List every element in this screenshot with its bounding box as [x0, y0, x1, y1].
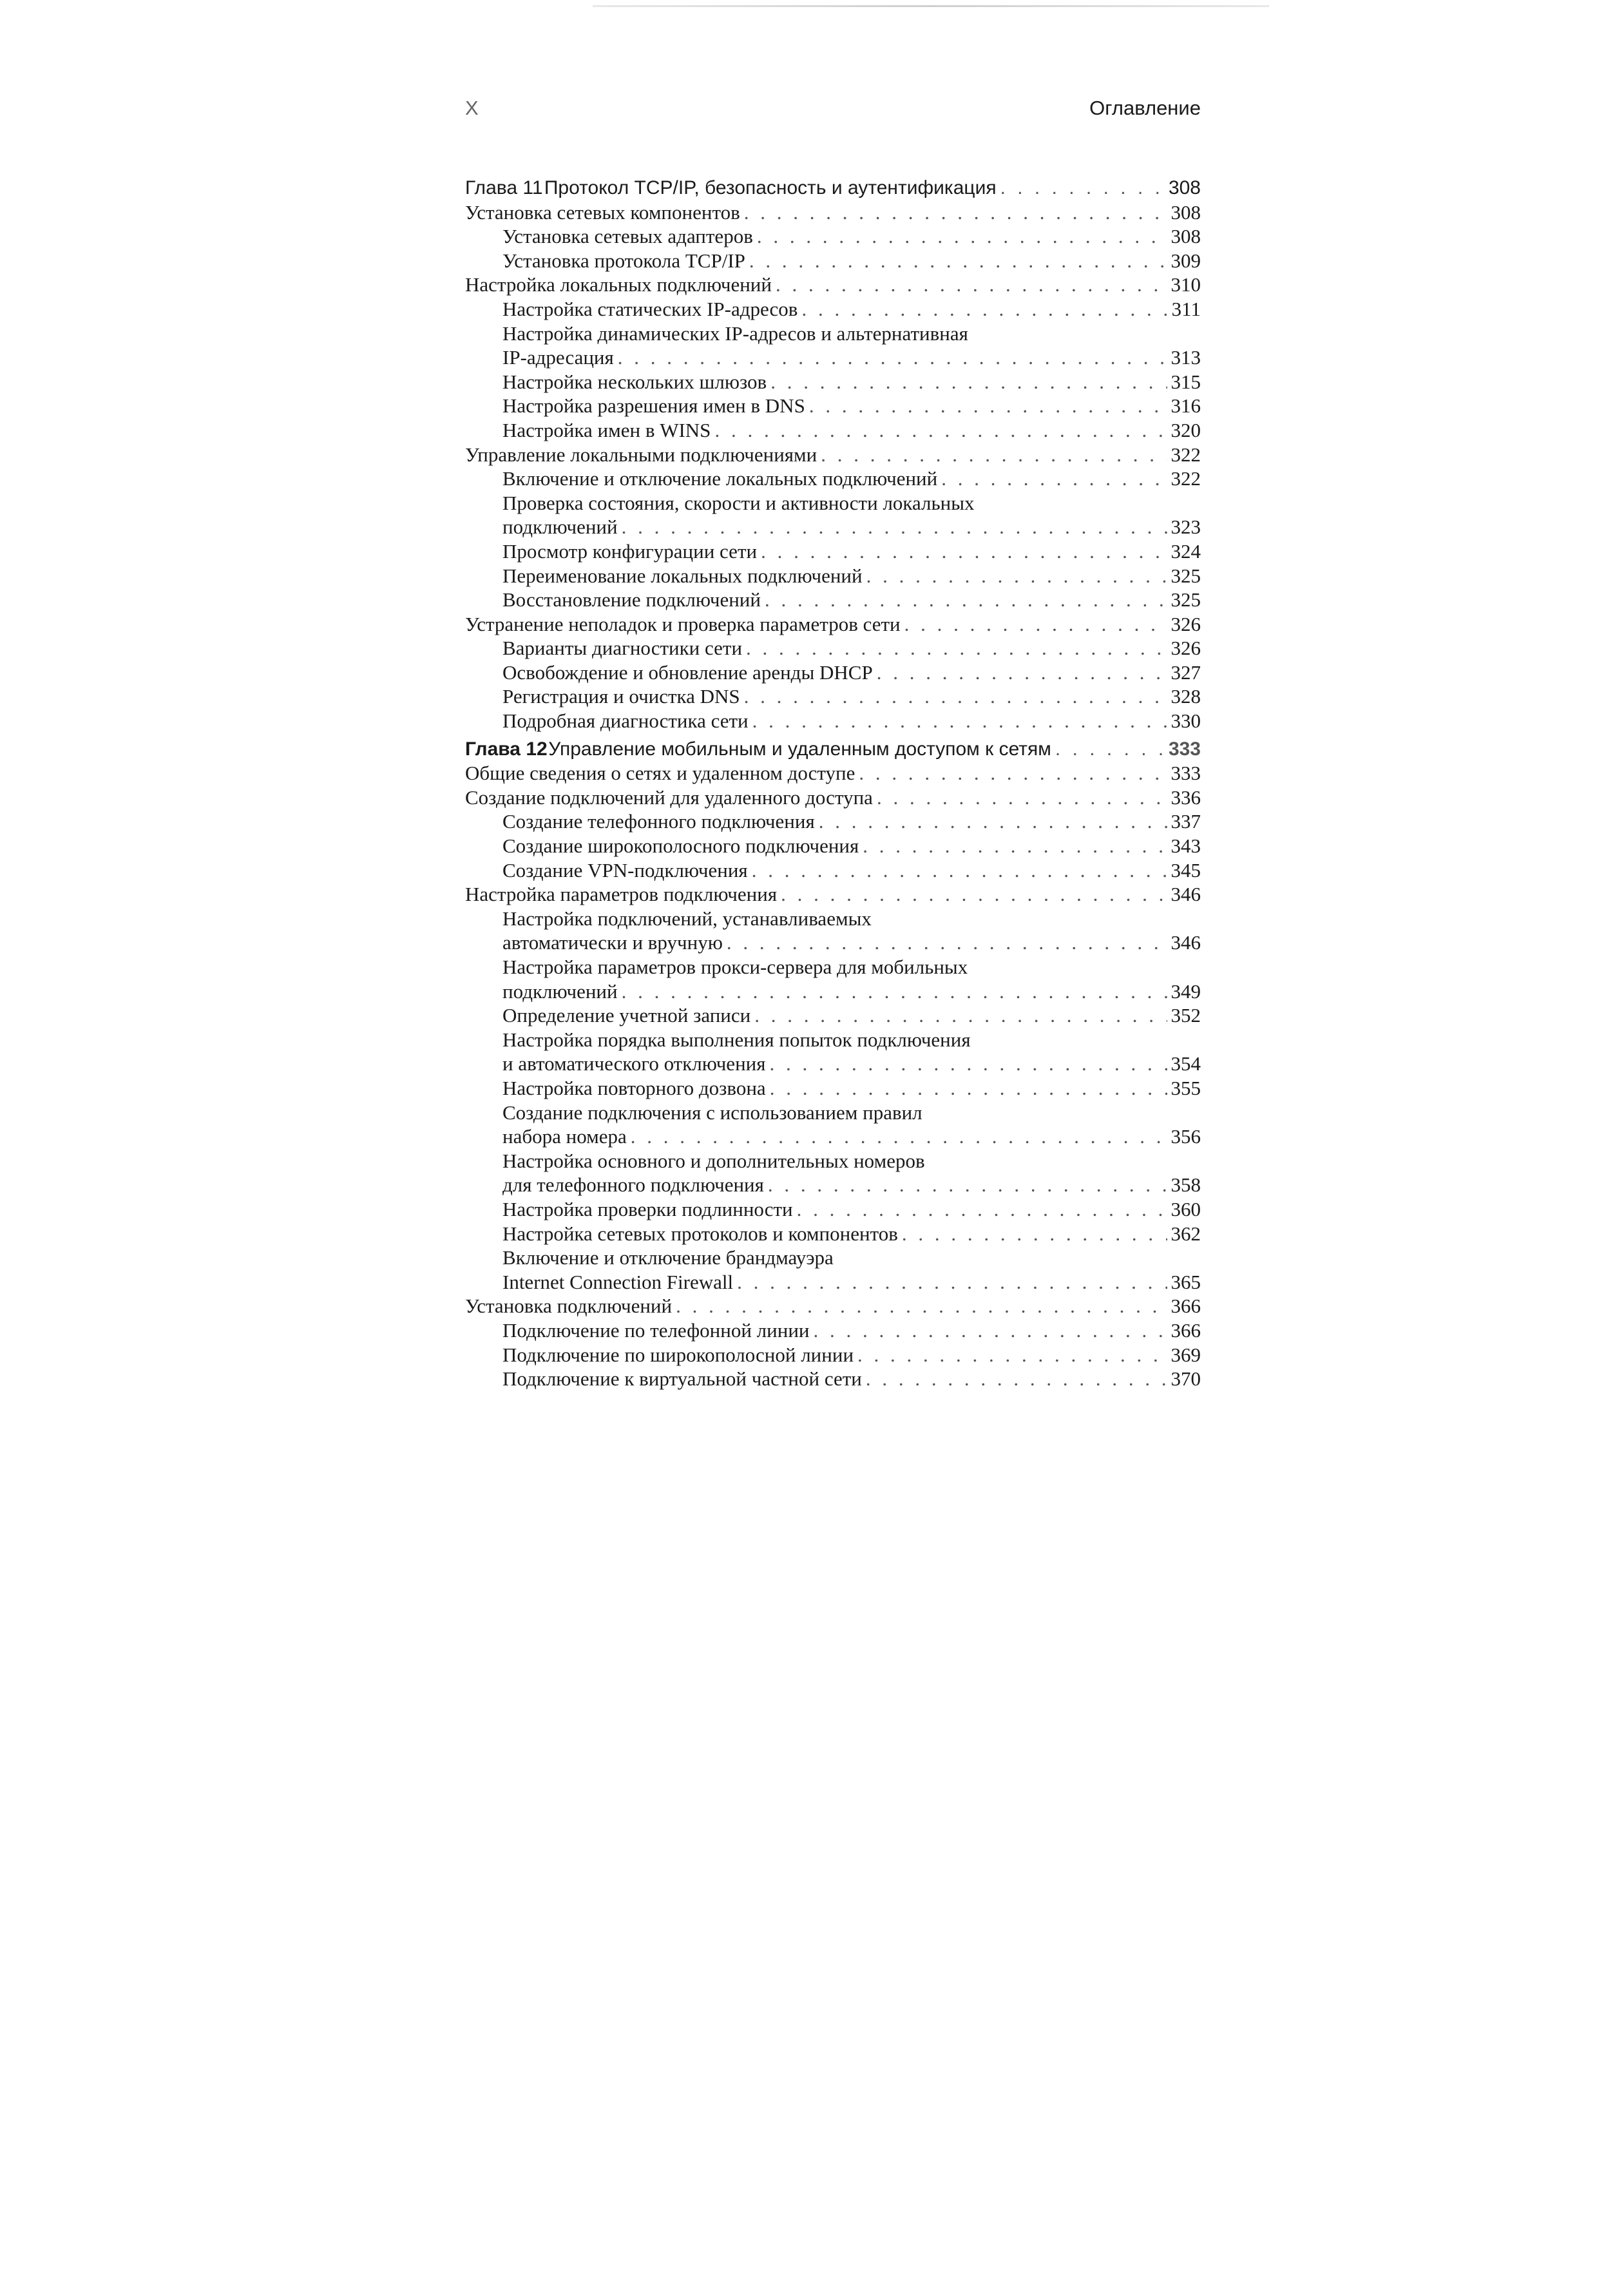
toc-entry-text: Настройка повторного дозвона	[502, 1076, 766, 1099]
toc-page-number: 355	[1170, 1076, 1201, 1099]
toc-page-number: 322	[1170, 467, 1201, 490]
toc-entry-text: IP-адресация	[502, 346, 614, 369]
dot-leader	[618, 345, 1167, 370]
toc-entry-text: Настройка проверки подлинности	[502, 1197, 793, 1220]
toc-subentry	[465, 809, 1201, 834]
table-of-contents	[465, 176, 1201, 1391]
toc-entry	[465, 200, 1201, 225]
toc-page-number: 346	[1170, 931, 1201, 954]
toc-page-number: 333	[1168, 738, 1201, 760]
toc-subentry	[465, 1076, 1201, 1101]
dot-leader	[752, 709, 1167, 733]
toc-entry-text: Установка сетевых адаптеров	[502, 225, 753, 248]
toc-page-number: 352	[1170, 1004, 1201, 1027]
dot-leader	[752, 858, 1167, 883]
toc-subentry	[465, 907, 1201, 931]
toc-entry-text: Создание подключения с использованием правил	[502, 1101, 922, 1124]
toc-subentry	[465, 1367, 1201, 1391]
toc-entry-text: автоматически и вручную	[502, 931, 723, 954]
toc-entry-text: Проверка состояния, скорости и активности локальных	[502, 491, 975, 514]
toc-page-number: 325	[1170, 588, 1201, 612]
toc-entry-text: Настройка параметров прокси-сервера для мобильных	[502, 956, 968, 978]
dot-leader	[622, 515, 1167, 539]
toc-subentry	[465, 515, 1201, 539]
toc-subentry	[465, 660, 1201, 685]
toc-subentry	[465, 858, 1201, 883]
toc-entry-text: Устранение неполадок и проверка параметров сети	[465, 612, 901, 635]
toc-entry	[465, 785, 1201, 810]
toc-entry-text: Установка протокола TCP/IP	[502, 249, 745, 272]
dot-leader	[902, 1222, 1167, 1246]
dot-leader	[776, 273, 1167, 297]
toc-subentry	[465, 955, 1201, 979]
toc-entry-text: Включение и отключение локальных подключений	[502, 467, 938, 490]
toc-entry-text: и автоматического отключения	[502, 1052, 766, 1075]
dot-leader	[1055, 737, 1165, 762]
dot-leader	[770, 1052, 1167, 1076]
toc-subentry	[465, 1101, 1201, 1125]
toc-page-number: 313	[1170, 346, 1201, 369]
toc-entry-text: Настройка локальных подключений	[465, 273, 772, 296]
toc-page-number: 330	[1170, 709, 1201, 733]
dot-leader	[754, 1003, 1167, 1028]
toc-page-number: 354	[1170, 1052, 1201, 1075]
toc-subentry	[465, 684, 1201, 709]
toc-entry-text: Подробная диагностика сети	[502, 709, 749, 733]
dot-leader	[749, 249, 1167, 273]
dot-leader	[877, 785, 1167, 810]
dot-leader	[746, 636, 1167, 660]
toc-subentry	[465, 636, 1201, 660]
toc-page-number: 365	[1170, 1270, 1201, 1293]
toc-entry-text: подключений	[502, 516, 618, 539]
dot-leader	[857, 1343, 1167, 1367]
toc-page-number: 356	[1170, 1125, 1201, 1148]
toc-subentry	[465, 588, 1201, 612]
toc-entry-text: Восстановление подключений	[502, 588, 761, 612]
toc-page-number: 362	[1170, 1222, 1201, 1245]
toc-entry	[465, 761, 1201, 785]
toc-subentry	[465, 1318, 1201, 1343]
toc-subentry	[465, 491, 1201, 516]
toc-entry-text: Создание подключений для удаленного доступа	[465, 785, 873, 809]
toc-chapter-heading	[465, 737, 1201, 762]
toc-entry-text: Создание телефонного подключения	[502, 810, 815, 833]
toc-page-number: 322	[1170, 443, 1201, 466]
toc-entry-text: Регистрация и очистка DNS	[502, 685, 740, 708]
dot-leader	[809, 394, 1167, 418]
toc-page-number: 315	[1170, 370, 1201, 393]
toc-subentry	[465, 322, 1201, 346]
toc-page-number: 328	[1170, 685, 1201, 708]
toc-subentry	[465, 370, 1201, 394]
toc-subentry	[465, 1270, 1201, 1295]
toc-subentry	[465, 1197, 1201, 1222]
toc-subentry	[465, 394, 1201, 418]
dot-leader	[866, 564, 1167, 588]
toc-page-number: 308	[1168, 177, 1201, 198]
toc-subentry	[465, 834, 1201, 858]
toc-chapter-heading	[465, 176, 1201, 200]
toc-entry-text: Настройка порядка выполнения попыток подключения	[502, 1028, 971, 1051]
dot-leader	[859, 761, 1167, 785]
toc-subentry	[465, 1173, 1201, 1197]
dot-leader	[904, 612, 1167, 637]
toc-page-number: 310	[1170, 273, 1201, 296]
dot-leader	[737, 1270, 1167, 1295]
toc-entry-text: Настройка сетевых протоколов и компонентов	[502, 1222, 898, 1245]
toc-page-number: 326	[1170, 612, 1201, 635]
toc-subentry	[465, 1149, 1201, 1173]
dot-leader	[863, 834, 1167, 858]
toc-page-number: 369	[1170, 1343, 1201, 1366]
toc-entry-text: Освобождение и обновление аренды DHCP	[502, 660, 873, 684]
toc-entry	[465, 882, 1201, 907]
toc-entry	[465, 1294, 1201, 1318]
dot-leader	[770, 370, 1167, 394]
toc-entry-text: Настройка подключений, устанавливаемых	[502, 907, 872, 930]
toc-entry-text: Управление локальными подключениями	[465, 443, 817, 466]
toc-entry-text: Создание широкополосного подключения	[502, 834, 859, 858]
toc-page-number: 311	[1171, 297, 1201, 320]
toc-entry-text: Просмотр конфигурации сети	[502, 539, 758, 563]
toc-entry-text: Настройка параметров подключения	[465, 883, 778, 906]
toc-entry-text: Создание VPN-подключения	[502, 858, 748, 882]
toc-entry-text: Подключение к виртуальной частной сети	[502, 1367, 862, 1391]
toc-entry-text: Подключение по широкополосной линии	[502, 1343, 854, 1366]
dot-leader	[801, 297, 1167, 322]
toc-entry-text: Настройка нескольких шлюзов	[502, 370, 767, 393]
toc-entry	[465, 612, 1201, 637]
toc-entry-text: Общие сведения о сетях и удаленном доступе	[465, 762, 855, 785]
toc-entry-text: Настройка основного и дополнительных номеров	[502, 1149, 925, 1172]
dot-leader	[781, 882, 1167, 907]
page-number: X	[465, 97, 479, 119]
dot-leader	[821, 443, 1167, 467]
toc-subentry	[465, 297, 1201, 322]
toc-subentry	[465, 249, 1201, 273]
dot-leader	[676, 1294, 1167, 1318]
toc-page-number: 343	[1170, 834, 1201, 858]
toc-subentry	[465, 1052, 1201, 1076]
toc-page-number: 366	[1170, 1318, 1201, 1342]
toc-entry-text: для телефонного подключения	[502, 1173, 764, 1197]
toc-subentry	[465, 1343, 1201, 1367]
toc-subentry	[465, 1246, 1201, 1270]
toc-page-number: 345	[1170, 858, 1201, 882]
toc-entry-text: Включение и отключение брандмауэра	[502, 1246, 834, 1269]
toc-page-number: 323	[1170, 516, 1201, 539]
toc-entry-text: Internet Connection Firewall	[502, 1270, 734, 1293]
toc-entry-text: Подключение по телефонной линии	[502, 1318, 810, 1342]
toc-subentry	[465, 539, 1201, 564]
dot-leader	[877, 660, 1167, 685]
toc-page-number: 333	[1170, 762, 1201, 785]
dot-leader	[1000, 176, 1165, 200]
toc-entry	[465, 443, 1201, 467]
toc-entry-text: Настройка разрешения имен в DNS	[502, 394, 805, 418]
dot-leader	[814, 1318, 1167, 1343]
dot-leader	[757, 224, 1167, 249]
toc-entry-text: Настройка динамических IP-адресов и альтернативная	[502, 322, 968, 345]
toc-page-number: 358	[1170, 1173, 1201, 1197]
toc-entry-text: Настройка статических IP-адресов	[502, 297, 798, 320]
dot-leader	[714, 418, 1167, 443]
dot-leader	[819, 809, 1167, 834]
toc-page-number: 324	[1170, 539, 1201, 563]
dot-leader	[866, 1367, 1167, 1391]
dot-leader	[765, 588, 1167, 612]
toc-entry-text: Настройка имен в WINS	[502, 418, 711, 441]
toc-page-number: 366	[1170, 1295, 1201, 1318]
toc-subentry	[465, 345, 1201, 370]
toc-page-number: 309	[1170, 249, 1201, 272]
toc-page-number: 337	[1170, 810, 1201, 833]
dot-leader	[797, 1197, 1167, 1222]
toc-page-number: 336	[1170, 785, 1201, 809]
toc-entry-text: Установка подключений	[465, 1295, 673, 1318]
toc-subentry	[465, 930, 1201, 955]
dot-leader	[941, 467, 1167, 491]
toc-subentry	[465, 1003, 1201, 1028]
dot-leader	[768, 1173, 1167, 1197]
toc-page-number: 326	[1170, 637, 1201, 660]
toc-entry-text: Переименование локальных подключений	[502, 564, 863, 587]
page-title: Оглавление	[1089, 97, 1201, 119]
toc-page-number: 308	[1170, 225, 1201, 248]
toc-subentry	[465, 1124, 1201, 1149]
toc-subentry	[465, 224, 1201, 249]
chapter-label: Глава 12	[465, 738, 548, 760]
toc-subentry	[465, 467, 1201, 491]
chapter-label: Глава 11	[465, 177, 543, 198]
toc-page-number: 370	[1170, 1367, 1201, 1391]
toc-entry-text: Установка сетевых компонентов	[465, 200, 740, 224]
dot-leader	[744, 200, 1167, 225]
dot-leader	[744, 684, 1167, 709]
toc-subentry	[465, 564, 1201, 588]
toc-entry-text: Варианты диагностики сети	[502, 637, 743, 660]
running-head	[465, 97, 1201, 122]
toc-page-number: 349	[1170, 979, 1201, 1003]
toc-subentry	[465, 1222, 1201, 1246]
dot-leader	[727, 930, 1167, 955]
toc-subentry	[465, 709, 1201, 733]
scan-edge-line	[593, 5, 1269, 7]
toc-entry-text: набора номера	[502, 1125, 627, 1148]
toc-entry	[465, 273, 1201, 297]
toc-page-number: 360	[1170, 1197, 1201, 1220]
dot-leader	[622, 979, 1167, 1004]
toc-entry-text: подключений	[502, 979, 618, 1003]
dot-leader	[770, 1076, 1167, 1101]
toc-subentry	[465, 418, 1201, 443]
toc-page-number: 346	[1170, 883, 1201, 906]
dot-leader	[761, 539, 1167, 564]
chapter-title: Управление мобильным и удаленным доступом к сетям	[548, 738, 1051, 760]
toc-subentry	[465, 979, 1201, 1004]
dot-leader	[631, 1124, 1167, 1149]
chapter-title: Протокол TCP/IP, безопасность и аутентификация	[544, 177, 997, 198]
toc-subentry	[465, 1028, 1201, 1052]
toc-page-number: 308	[1170, 200, 1201, 224]
toc-entry-text: Определение учетной записи	[502, 1004, 751, 1027]
toc-page-number: 316	[1170, 394, 1201, 418]
toc-page-number: 320	[1170, 418, 1201, 441]
toc-page-number: 327	[1170, 660, 1201, 684]
toc-page-number: 325	[1170, 564, 1201, 587]
